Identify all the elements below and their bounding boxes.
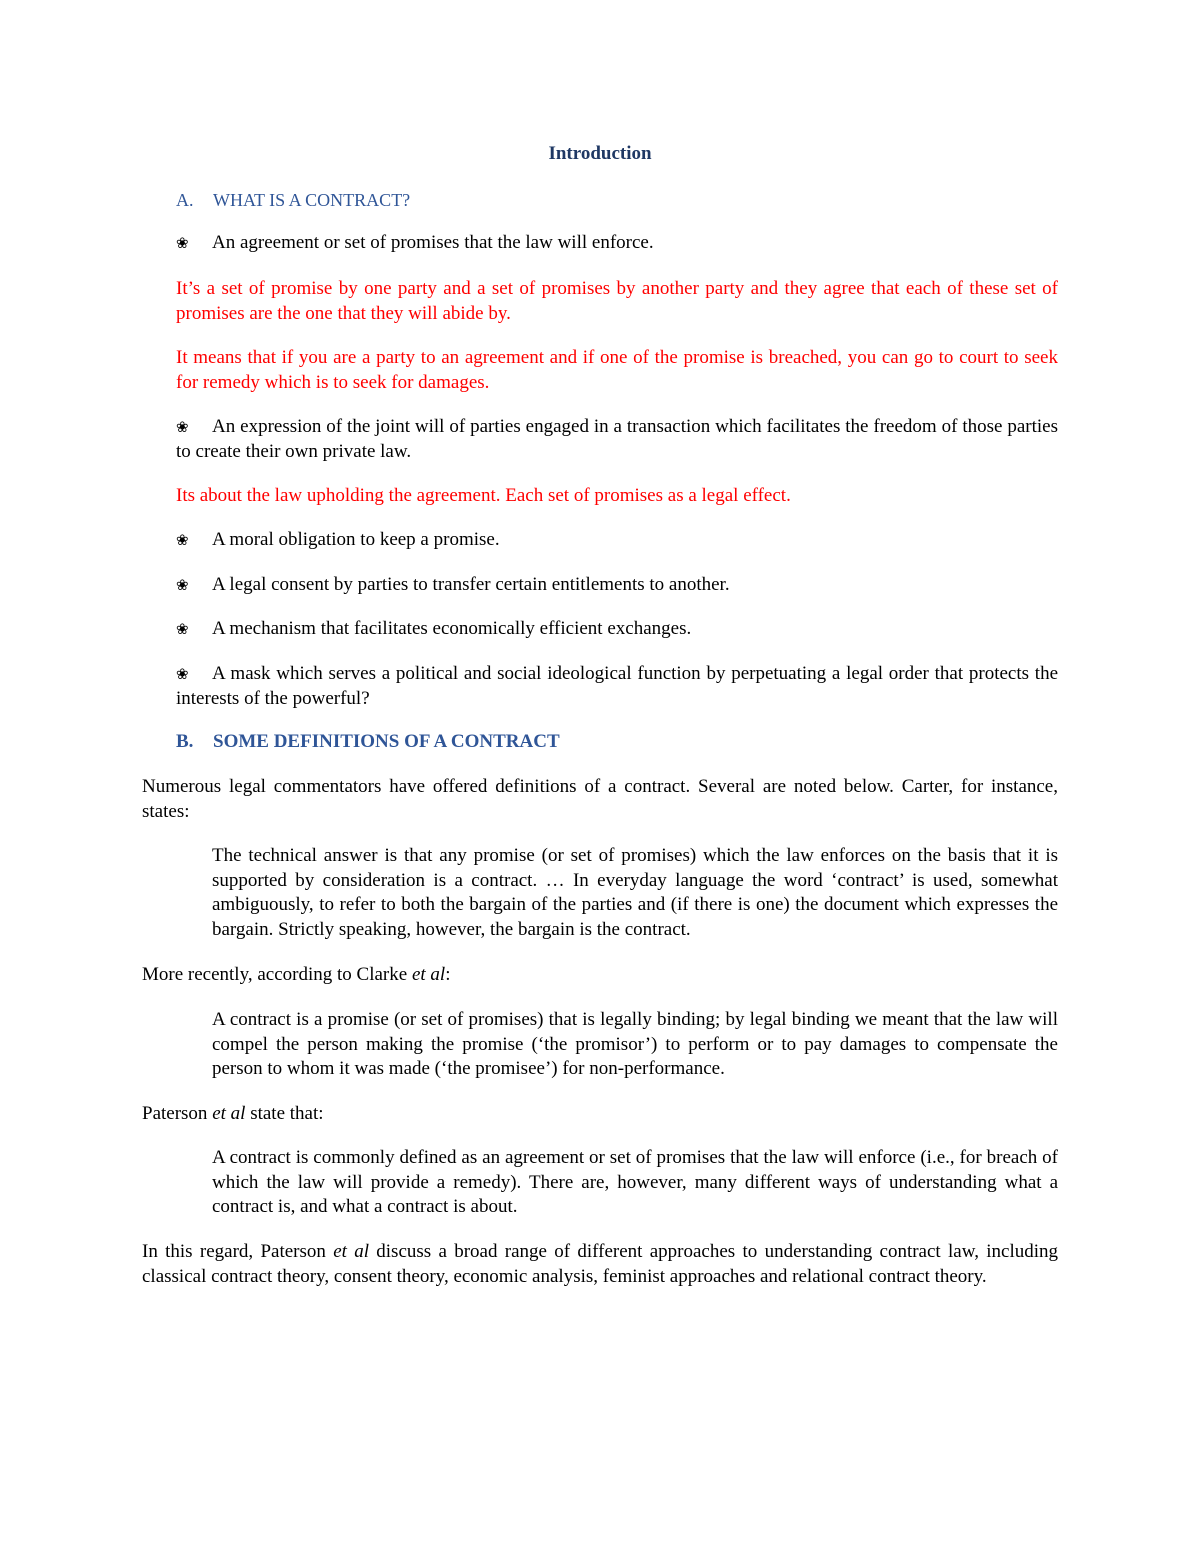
- bullet-text: An expression of the joint will of parties engaged in a transaction which facilitates the freedom of those parties to create their own private law.: [176, 416, 1058, 462]
- bullet-item: [176, 617, 1058, 642]
- pen-tip-icon: ❀: [176, 234, 189, 252]
- paterson-suffix: state that:: [245, 1103, 324, 1124]
- clarke-suffix: :: [445, 964, 451, 985]
- pen-tip-icon: ❀: [176, 418, 189, 436]
- paterson-et-al: et al: [212, 1103, 246, 1124]
- clarke-et-al: et al: [411, 964, 446, 985]
- body-paragraph-carter: Numerous legal commentators have offered definitions of a contract. Several are noted below. Carter, for instance, states:: [142, 776, 1058, 822]
- pen-tip-icon: ❀: [176, 620, 189, 638]
- block-quote-carter: The technical answer is that any promise (or set of promises) which the law enforces on the basis that it is supported by consideration is a contract. … In everyday language the word ‘contract’ is used, somewhat ambiguously, to refer to both the bargain of the parties and (if there is one) the document which expresses the bargain. Strictly speaking, however, the bargain is the contract.: [212, 845, 1058, 940]
- pen-tip-icon: ❀: [176, 531, 189, 549]
- note-paragraph: It means that if you are a party to an agreement and if one of the promise is breached, you can go to court to seek for remedy which is to seek for damages.: [176, 347, 1058, 393]
- regard-suffix: discuss a broad range of different approaches to understanding contract law, including classical contract theory, consent theory, economic analysis, feminist approaches and relational contract theory.: [142, 1241, 1059, 1287]
- regard-et-al: et al: [333, 1241, 369, 1262]
- bullet-item: [176, 662, 1058, 711]
- regard-prefix: In this regard, Paterson: [142, 1241, 334, 1262]
- block-quote-clarke: A contract is a promise (or set of promises) that is legally binding; by legal binding we meant that the law will compel the person making the promise (‘the promisor’) to perform or to pay damages to compensate the person to whom it was made (‘the promisee’) for non-performance.: [212, 1009, 1058, 1079]
- bullet-text: A mechanism that facilitates economically efficient exchanges.: [212, 618, 692, 639]
- bullet-text: A mask which serves a political and social ideological function by perpetuating a legal order that protects the interests of the powerful?: [176, 663, 1058, 709]
- bullet-item: [176, 573, 1058, 598]
- body-paragraph-clarke: [142, 963, 1058, 988]
- section-a-letter: A.: [176, 190, 194, 210]
- section-b-title: SOME DEFINITIONS OF A CONTRACT: [213, 731, 560, 752]
- section-b-heading: [176, 730, 560, 754]
- body-paragraph-paterson: [142, 1102, 1058, 1127]
- bullet-item: [176, 528, 1058, 553]
- note-paragraph: It’s a set of promise by one party and a set of promises by another party and they agree that each of these set of promises are the one that they will abide by.: [176, 278, 1058, 324]
- page-title: Introduction: [548, 143, 652, 164]
- section-b-letter: B.: [176, 731, 194, 752]
- body-paragraph-regard: [142, 1240, 1058, 1289]
- pen-tip-icon: ❀: [176, 665, 189, 683]
- bullet-text: A legal consent by parties to transfer certain entitlements to another.: [212, 574, 730, 595]
- bullet-item: [176, 415, 1058, 464]
- clarke-prefix: More recently, according to Clarke: [142, 964, 412, 985]
- paterson-prefix: Paterson: [142, 1103, 213, 1124]
- bullet-text: A moral obligation to keep a promise.: [212, 529, 500, 550]
- note-paragraph: Its about the law upholding the agreement. Each set of promises as a legal effect.: [176, 485, 791, 506]
- section-a-title: WHAT IS A CONTRACT?: [213, 190, 411, 210]
- block-quote-paterson: A contract is commonly defined as an agreement or set of promises that the law will enforce (i.e., for breach of which the law will provide a remedy). There are, however, many different ways of understanding what a contract is, and what a contract is about.: [212, 1147, 1058, 1217]
- bullet-text: An agreement or set of promises that the law will enforce.: [212, 232, 654, 253]
- section-a-heading: [176, 188, 410, 212]
- bullet-item: [176, 231, 1058, 256]
- pen-tip-icon: ❀: [176, 576, 189, 594]
